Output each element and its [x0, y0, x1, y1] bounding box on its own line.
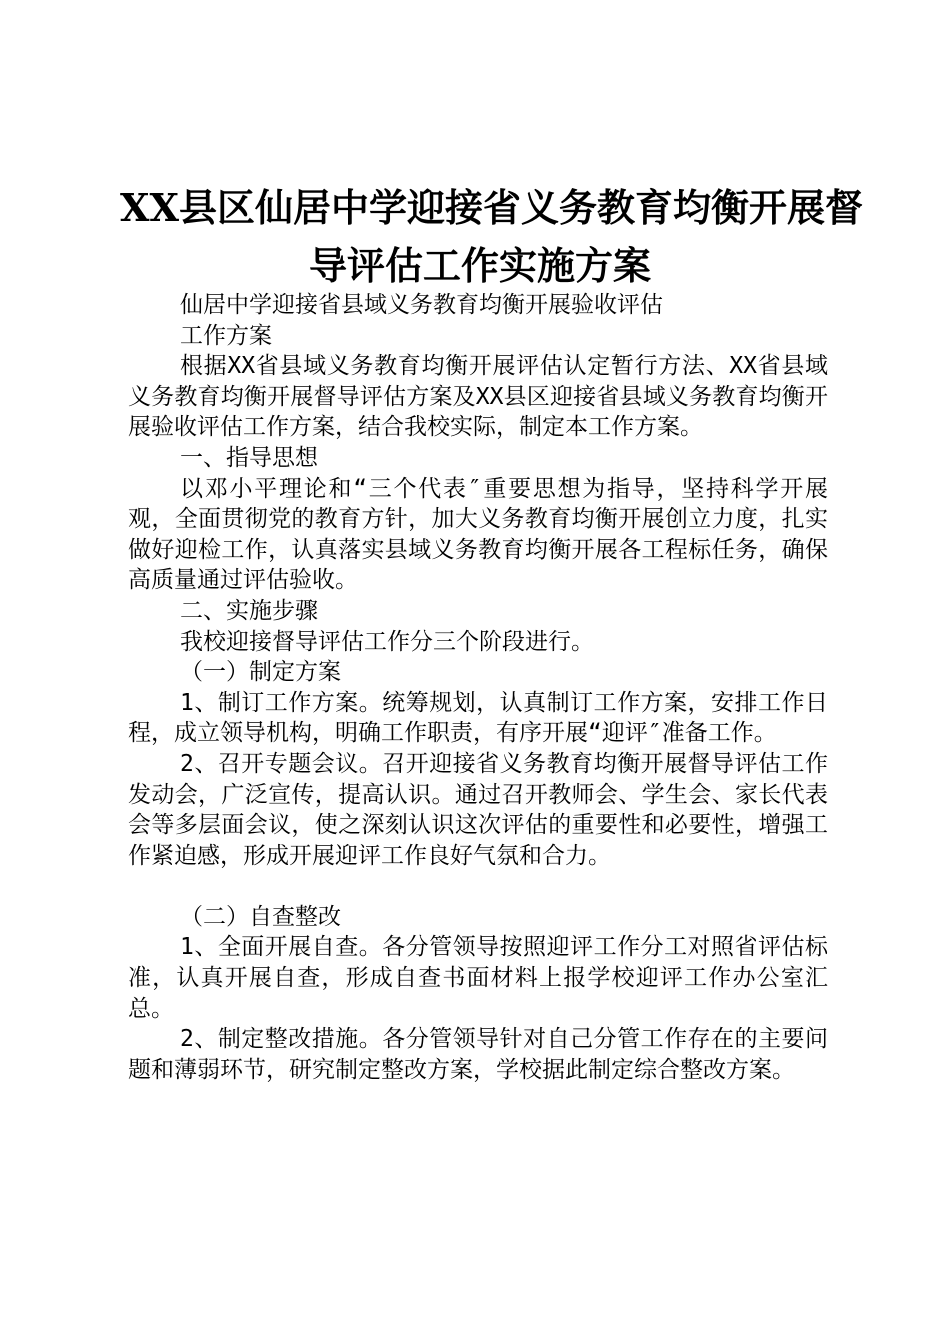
guiding-thought-paragraph: 以邓小平理论和“三个代表″重要思想为指导，坚持科学开展观，全面贯彻党的教育方针，加大义务教育均衡开展创立力度，扎实做好迎检工作，认真落实县域义务教育均衡开展各工程标任务，确保高质量通过评估验收。 — [128, 475, 828, 594]
subsection-heading-self-inspection: （二）自查整改 — [180, 903, 341, 930]
subtitle-line-2: 工作方案 — [180, 322, 272, 349]
subtitle-line-1: 仙居中学迎接省县域义务教育均衡开展验收评估 — [180, 292, 663, 318]
section-heading-implementation-steps: 二、实施步骤 — [180, 597, 318, 624]
section-heading-guiding-thought: 一、指导思想 — [180, 444, 318, 471]
item-formulate-work-plan: 1、制订工作方案。统筹规划，认真制订工作方案，安排工作日程，成立领导机构，明确工作职责，有序开展“迎评″准备工作。 — [128, 689, 828, 747]
subsection-heading-formulate-plan: （一）制定方案 — [180, 659, 341, 686]
blank-line — [128, 871, 828, 902]
implementation-intro-paragraph: 我校迎接督导评估工作分三个阶段进行。 — [180, 628, 594, 655]
document-body — [128, 290, 828, 1085]
item-comprehensive-self-inspection: 1、全面开展自查。各分管领导按照迎评工作分工对照省评估标准，认真开展自查，形成自查书面材料上报学校迎评工作办公室汇总。 — [128, 934, 828, 1022]
document-title-line-1: XX县区仙居中学迎接省义务教育均衡开展督 — [120, 185, 863, 230]
item-rectification-measures: 2、制定整改措施。各分管领导针对自己分管工作存在的主要问题和薄弱环节，研究制定整改方案，学校据此制定综合整改方案。 — [128, 1026, 828, 1083]
intro-paragraph: 根据XX省县域义务教育均衡开展评估认定暂行方法、XX省县域义务教育均衡开展督导评估方案及XX县区迎接省县域义务教育均衡开展验收评估工作方案，结合我校实际，制定本工作方案。 — [128, 353, 828, 441]
document-title-line-2: 导评估工作实施方案 — [308, 243, 651, 288]
item-hold-special-meeting: 2、召开专题会议。召开迎接省义务教育均衡开展督导评估工作发动会，广泛宣传，提高认识。通过召开教师会、学生会、家长代表会等多层面会议，使之深刻认识这次评估的重要性和必要性，增强工作紧迫感，形成开展迎评工作良好气氛和合力。 — [128, 750, 828, 869]
